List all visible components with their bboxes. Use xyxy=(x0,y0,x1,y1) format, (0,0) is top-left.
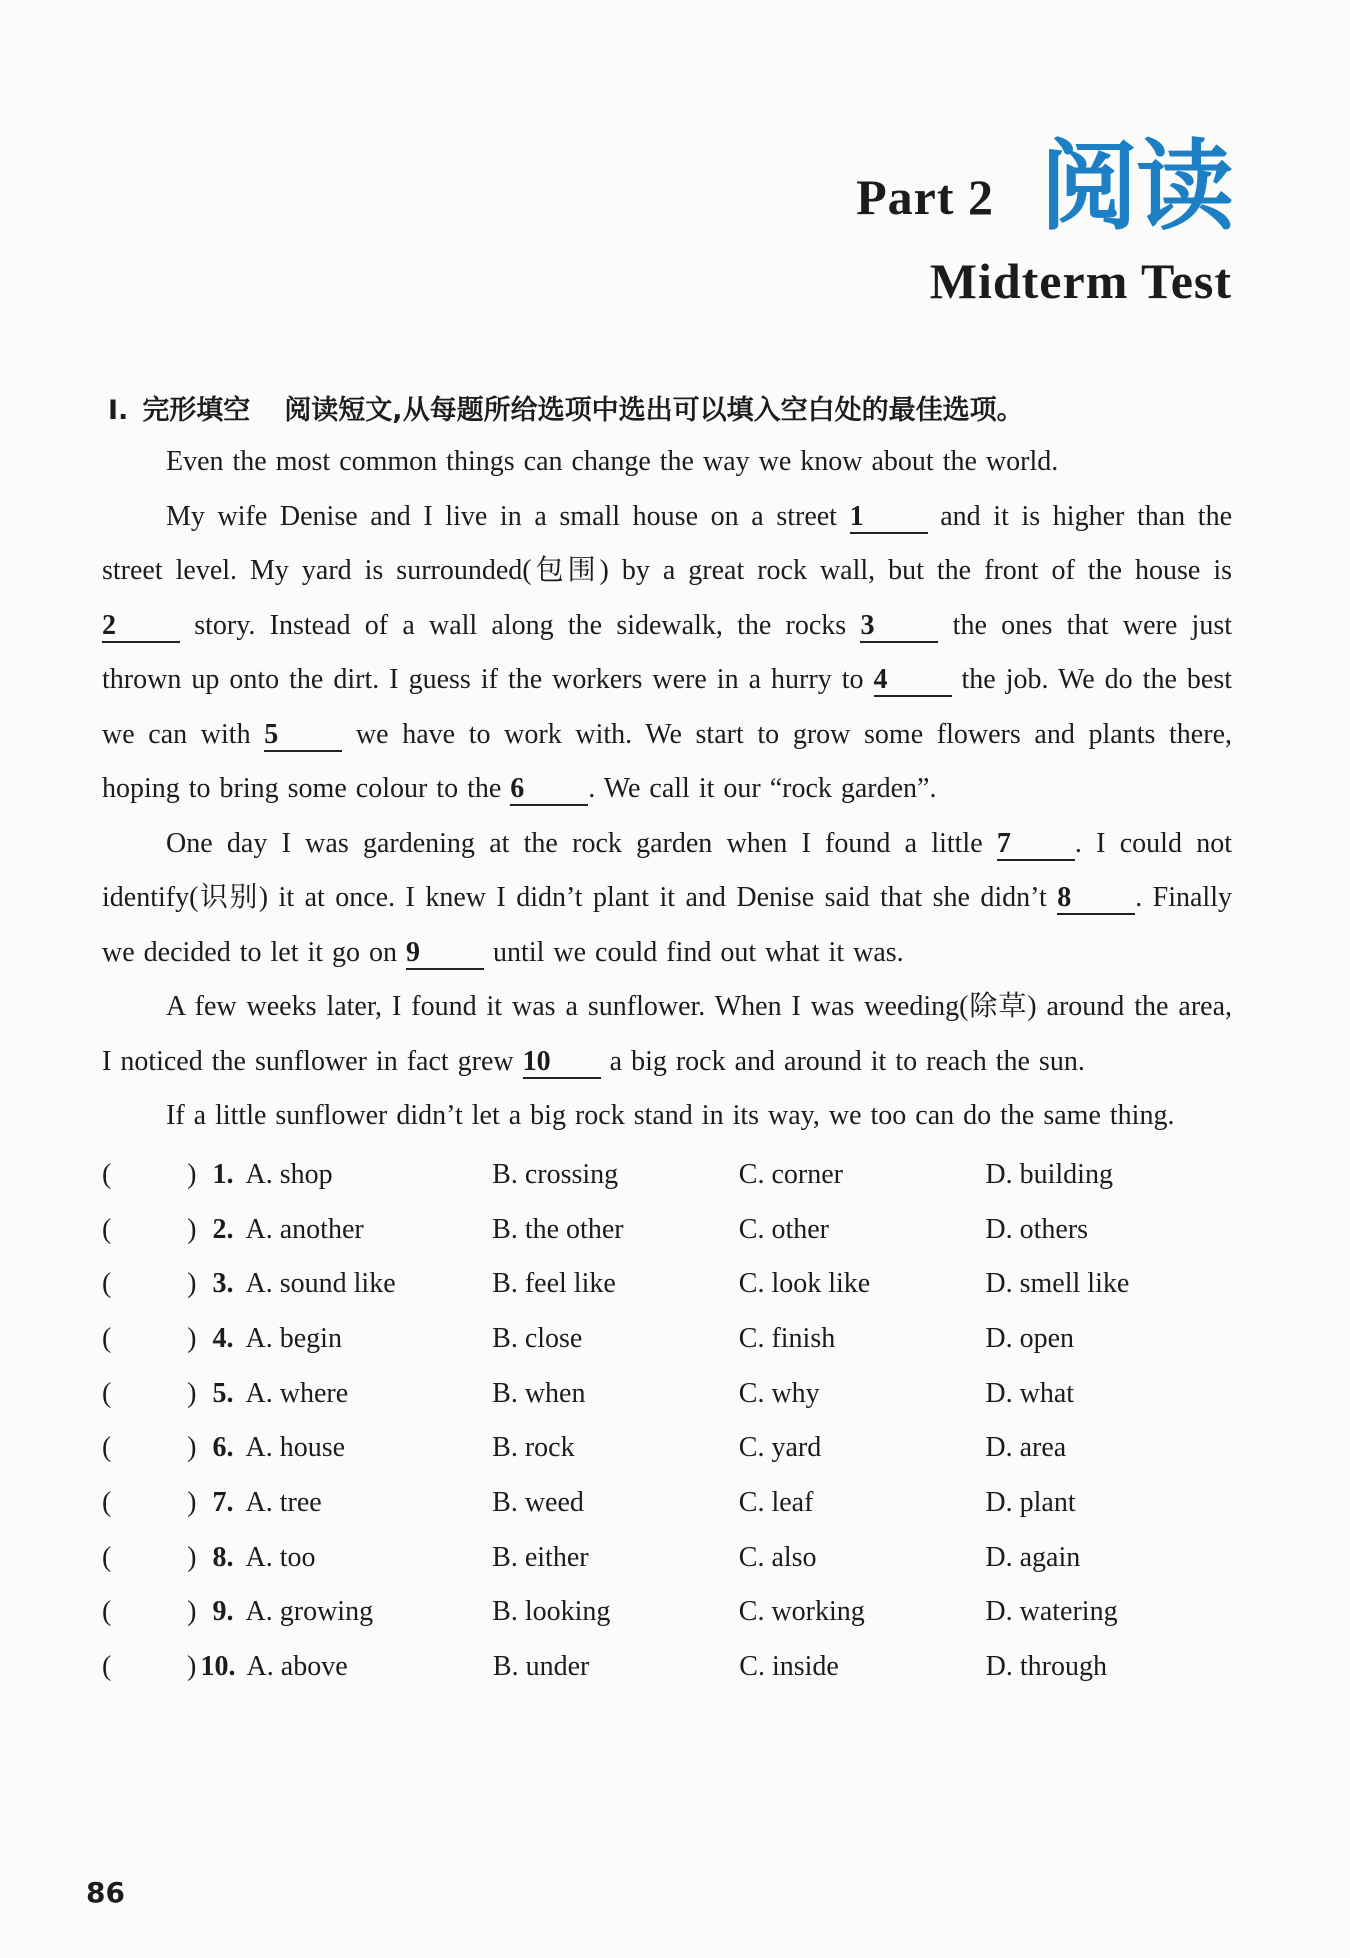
answer-paren-open: ( xyxy=(102,1541,112,1573)
option-a: A. shop xyxy=(245,1158,333,1190)
option-d: D. others xyxy=(985,1213,1089,1245)
question-number: 7. xyxy=(212,1486,234,1518)
option-b: B. the other xyxy=(492,1213,624,1245)
section-number: I. xyxy=(108,395,129,426)
page-header xyxy=(856,130,1232,310)
part-title: 阅读 xyxy=(1039,130,1232,244)
option-c: C. working xyxy=(738,1596,865,1628)
option-c: C. leaf xyxy=(738,1486,814,1518)
option-c: C. also xyxy=(738,1541,817,1573)
answer-paren-open: ( xyxy=(102,1268,112,1300)
question-number: 9. xyxy=(212,1596,234,1628)
option-a: A. sound like xyxy=(245,1268,396,1300)
option-d: D. what xyxy=(985,1377,1075,1409)
question-number: 1. xyxy=(212,1158,234,1190)
option-d: D. watering xyxy=(985,1596,1118,1628)
option-d: D. open xyxy=(985,1322,1075,1354)
answer-paren-close: ) xyxy=(187,1377,197,1409)
option-a: A. house xyxy=(245,1432,346,1464)
answer-paren-close: ) xyxy=(187,1651,197,1683)
answer-paren-close: ) xyxy=(187,1268,197,1300)
answer-paren-close: ) xyxy=(187,1596,197,1628)
answer-paren-close: ) xyxy=(187,1158,197,1190)
test-title: Midterm Test xyxy=(929,253,1232,309)
option-b: B. close xyxy=(492,1322,583,1354)
option-c: C. why xyxy=(738,1377,820,1409)
answer-paren-open: ( xyxy=(102,1322,112,1354)
question-row xyxy=(102,1202,1232,1257)
passage-paragraph: My wife Denise and I live in a small house on a street 1 and it is higher than the street level. My yard is surrounded(包围) by a great rock wall, but the front of the house is 2 story. Instead of a wall along the sidewalk, the rocks 3 the ones that were just thrown up onto the dirt. I guess if the workers were in a hurry to 4 the job. We do the best we can with 5 we have to work with. We start to grow some flowers and plants there, hoping to bring some colour to the 6 . We call it our “rock garden”. xyxy=(102,500,1233,804)
option-a: A. where xyxy=(245,1377,349,1409)
option-a: A. too xyxy=(245,1541,316,1573)
answer-paren-close: ) xyxy=(187,1213,197,1245)
section-heading xyxy=(108,388,1232,427)
passage-paragraph: One day I was gardening at the rock garden when I found a little 7 . I could not identify(识别) it at once. I knew I didn’t plant it and Denise said that she didn’t 8 . Finally we decided to let it go on 9 until we could find out what it was. xyxy=(102,827,1232,968)
option-d: D. area xyxy=(985,1432,1067,1464)
answer-paren-open: ( xyxy=(102,1486,112,1518)
question-number: 2. xyxy=(212,1213,234,1245)
question-row xyxy=(102,1148,1232,1203)
question-number: 5. xyxy=(212,1377,234,1409)
answer-paren-open: ( xyxy=(102,1377,112,1409)
blank-2: 2 xyxy=(102,611,180,643)
answer-paren-open: ( xyxy=(102,1432,112,1464)
blank-9: 9 xyxy=(406,938,484,970)
option-a: A. another xyxy=(245,1213,364,1245)
answer-options xyxy=(102,1148,1232,1695)
option-c: C. look like xyxy=(738,1268,871,1300)
option-c: C. corner xyxy=(738,1158,843,1190)
option-b: B. crossing xyxy=(492,1158,619,1190)
option-b: B. either xyxy=(492,1541,589,1573)
answer-paren-close: ) xyxy=(187,1322,197,1354)
option-d: D. through xyxy=(985,1651,1107,1683)
blank-4: 4 xyxy=(874,665,952,697)
question-number: 8. xyxy=(212,1541,234,1573)
passage-paragraph: Even the most common things can change the way we know about the world. xyxy=(166,446,1059,477)
question-row xyxy=(102,1312,1232,1367)
option-c: C. other xyxy=(738,1213,829,1245)
option-d: D. smell like xyxy=(985,1268,1130,1300)
question-number: 4. xyxy=(212,1322,234,1354)
passage-paragraph: A few weeks later, I found it was a sunflower. When I was weeding(除草) around the area, I noticed the sunflower in fact grew 10 a big rock and around it to reach the sun. xyxy=(102,991,1232,1077)
question-row xyxy=(102,1530,1232,1585)
option-b: B. rock xyxy=(492,1432,575,1464)
question-row xyxy=(102,1366,1232,1421)
section-title: 完形填空 xyxy=(142,395,251,426)
option-b: B. feel like xyxy=(492,1268,616,1300)
page-number: 86 xyxy=(86,1876,125,1909)
blank-3: 3 xyxy=(860,611,938,643)
question-row xyxy=(102,1476,1232,1531)
option-b: B. when xyxy=(492,1377,586,1409)
option-d: D. building xyxy=(985,1158,1113,1190)
option-a: A. growing xyxy=(245,1596,374,1628)
part-line xyxy=(856,130,1232,244)
option-c: C. finish xyxy=(738,1322,836,1354)
option-a: A. tree xyxy=(245,1486,322,1518)
blank-10: 10 xyxy=(523,1047,601,1079)
answer-paren-close: ) xyxy=(187,1432,197,1464)
part-label: Part 2 xyxy=(856,169,994,225)
question-row xyxy=(102,1257,1232,1312)
option-c: C. inside xyxy=(739,1651,839,1683)
option-b: B. under xyxy=(492,1651,590,1683)
blank-5: 5 xyxy=(264,720,342,752)
option-d: D. plant xyxy=(985,1486,1076,1518)
answer-paren-close: ) xyxy=(187,1486,197,1518)
blank-7: 7 xyxy=(997,829,1075,861)
option-c: C. yard xyxy=(738,1432,822,1464)
passage xyxy=(102,435,1232,1144)
question-number: 6. xyxy=(212,1432,234,1464)
question-row xyxy=(102,1640,1232,1695)
passage-paragraph: If a little sunflower didn’t let a big rock stand in its way, we too can do the same thing. xyxy=(166,1100,1175,1131)
section-instruction: 阅读短文,从每题所给选项中选出可以填入空白处的最佳选项。 xyxy=(284,395,1024,426)
question-number: 3. xyxy=(212,1268,234,1300)
option-d: D. again xyxy=(985,1541,1081,1573)
answer-paren-open: ( xyxy=(102,1596,112,1628)
option-b: B. weed xyxy=(492,1486,584,1518)
question-row xyxy=(102,1585,1232,1640)
question-row xyxy=(102,1421,1232,1476)
question-number: 10. xyxy=(200,1651,236,1683)
blank-1: 1 xyxy=(850,502,928,534)
answer-paren-open: ( xyxy=(102,1158,112,1190)
answer-paren-close: ) xyxy=(187,1541,197,1573)
option-a: A. above xyxy=(246,1651,348,1683)
answer-paren-open: ( xyxy=(102,1213,112,1245)
answer-paren-open: ( xyxy=(102,1651,112,1683)
blank-8: 8 xyxy=(1057,883,1135,915)
main-content xyxy=(102,388,1232,1694)
option-b: B. looking xyxy=(492,1596,611,1628)
option-a: A. begin xyxy=(245,1322,342,1354)
blank-6: 6 xyxy=(510,774,588,806)
